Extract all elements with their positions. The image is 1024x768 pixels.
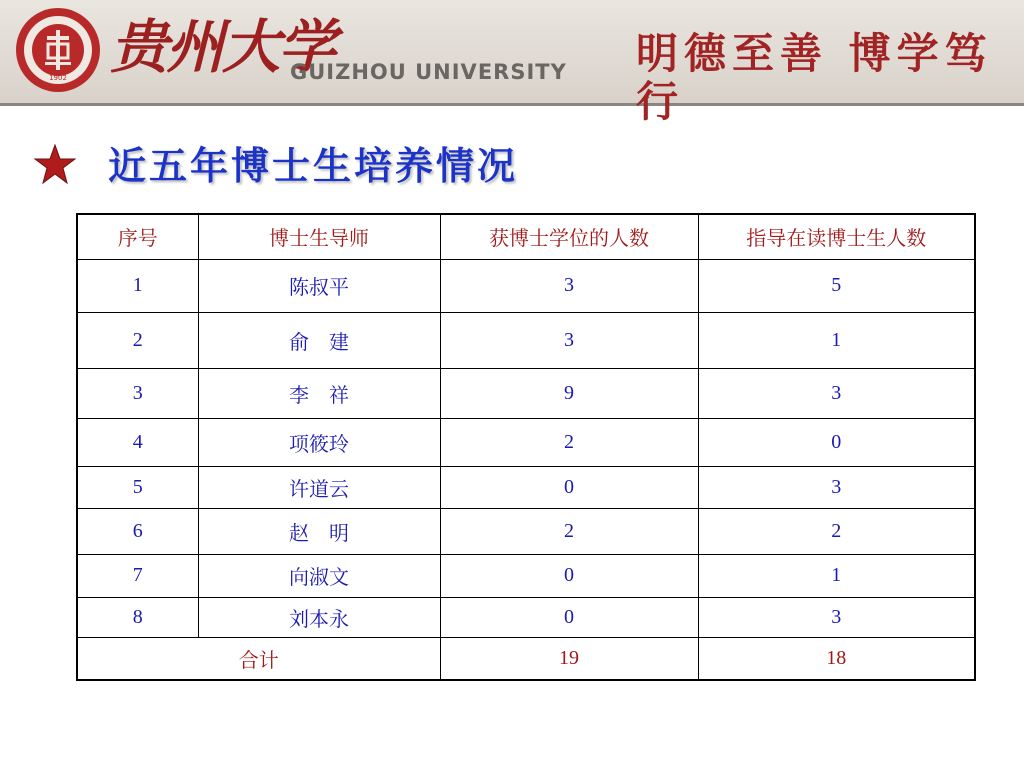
phd-training-table (76, 213, 976, 681)
cell-current: 3 (698, 597, 975, 637)
cell-degrees: 3 (440, 312, 698, 368)
cell-current: 3 (698, 466, 975, 508)
cell-index: 1 (77, 259, 198, 312)
cell-degrees: 3 (440, 259, 698, 312)
cell-degrees: 0 (440, 554, 698, 597)
cell-advisor: 刘本永 (198, 597, 440, 637)
table-total-row (77, 637, 975, 680)
cell-total-current: 18 (698, 637, 975, 680)
column-header-degrees: 获博士学位的人数 (440, 214, 698, 259)
cell-index: 4 (77, 418, 198, 466)
motto-text: 明德至善 博学笃行 (636, 29, 993, 126)
cell-index: 6 (77, 508, 198, 554)
table-row (77, 466, 975, 508)
cell-current: 1 (698, 554, 975, 597)
column-header-advisor: 博士生导师 (198, 214, 440, 259)
cell-degrees: 0 (440, 466, 698, 508)
cell-index: 8 (77, 597, 198, 637)
cell-advisor: 俞 建 (198, 312, 440, 368)
table-row (77, 418, 975, 466)
cell-index: 5 (77, 466, 198, 508)
cell-degrees: 2 (440, 418, 698, 466)
cell-current: 3 (698, 368, 975, 418)
page-title: 近五年博士生培养情况 (108, 143, 519, 188)
cell-advisor: 陈叔平 (198, 259, 440, 312)
cell-index: 3 (77, 368, 198, 418)
table-row (77, 554, 975, 597)
logo-text: 贵州大学 (110, 13, 335, 81)
cell-advisor: 许道云 (198, 466, 440, 508)
cell-total-degrees: 19 (440, 637, 698, 680)
cell-degrees: 2 (440, 508, 698, 554)
cell-current: 5 (698, 259, 975, 312)
cell-advisor: 赵 明 (198, 508, 440, 554)
column-header-current: 指导在读博士生人数 (698, 214, 975, 259)
page-header (0, 0, 1024, 126)
table-row (77, 508, 975, 554)
cell-advisor: 李 祥 (198, 368, 440, 418)
table-row (77, 312, 975, 368)
table-row (77, 368, 975, 418)
column-header-index: 序号 (77, 214, 198, 259)
cell-advisor: 项筱玲 (198, 418, 440, 466)
table-row (77, 597, 975, 637)
cell-current: 1 (698, 312, 975, 368)
cell-degrees: 9 (440, 368, 698, 418)
logo-english-text: GUIZHOU UNIVERSITY (290, 60, 567, 84)
cell-degrees: 0 (440, 597, 698, 637)
cell-total-label: 合计 (77, 637, 440, 680)
cell-current: 2 (698, 508, 975, 554)
cell-advisor: 向淑文 (198, 554, 440, 597)
university-seal-icon (14, 6, 102, 94)
star-icon (34, 144, 76, 186)
cell-index: 7 (77, 554, 198, 597)
cell-current: 0 (698, 418, 975, 466)
table-row (77, 259, 975, 312)
seal-year: 1902 (49, 74, 67, 82)
table-header-row (77, 214, 975, 259)
cell-index: 2 (77, 312, 198, 368)
